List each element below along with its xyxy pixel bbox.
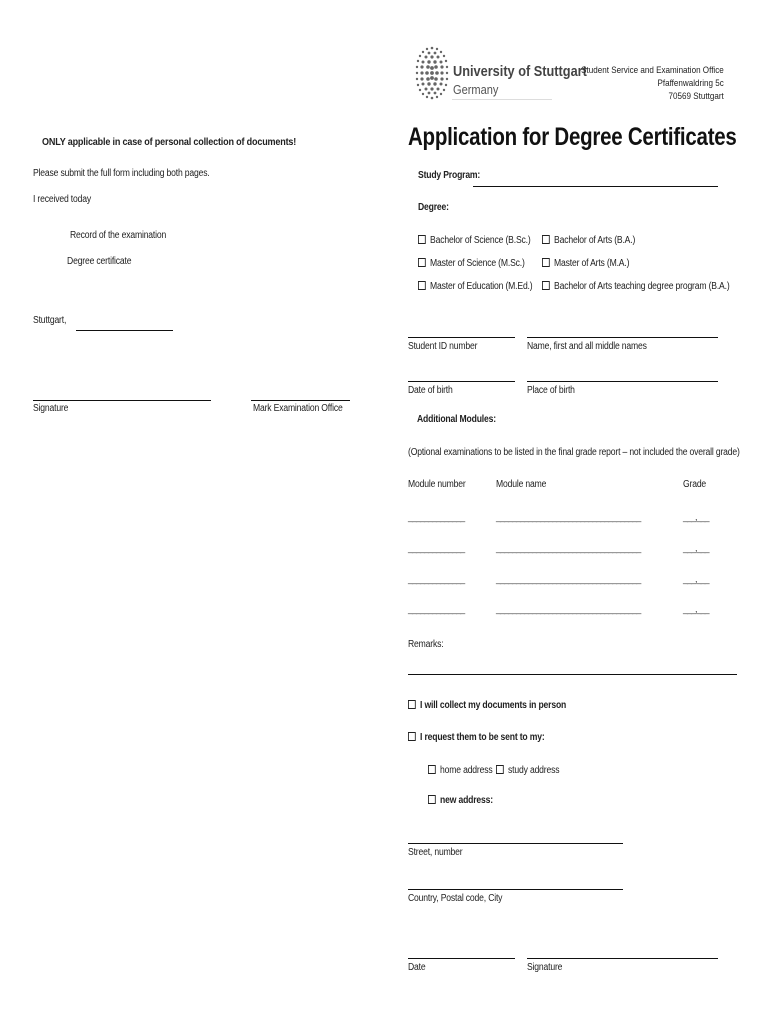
degree-option-med[interactable] <box>418 281 532 292</box>
country-postal-city-label: Country, Postal code, City <box>408 893 503 904</box>
degree-option-label: Bachelor of Science (B.Sc.) <box>430 235 531 246</box>
optional-examinations-note: (Optional examinations to be listed in the final grade report – not included the overall grade) <box>408 447 740 458</box>
grade-field[interactable]: ___,___ <box>683 543 709 553</box>
checkbox-home-address[interactable] <box>428 765 436 774</box>
date-field[interactable] <box>408 958 515 959</box>
received-today-label: I received today <box>33 194 91 205</box>
form-title: Application for Degree Certificates <box>408 123 737 151</box>
additional-modules-label: Additional Modules: <box>417 414 496 425</box>
col-module-number: Module number <box>408 479 466 490</box>
signature-field[interactable] <box>527 958 718 959</box>
date-label: Date <box>408 962 426 973</box>
checkbox-bsc[interactable] <box>418 235 426 244</box>
name-label: Name, first and all middle names <box>527 341 647 352</box>
degree-option-label: Bachelor of Arts teaching degree program (B.A.) <box>554 281 730 292</box>
record-of-examination-label: Record of the examination <box>70 230 167 241</box>
university-logo-emblem-icon <box>414 44 450 102</box>
study-program-field[interactable] <box>473 186 718 187</box>
checkbox-ba[interactable] <box>542 235 550 244</box>
degree-option-label: Master of Arts (M.A.) <box>554 258 630 269</box>
submit-instruction: Please submit the full form including both pages. <box>33 168 210 179</box>
module-name-field[interactable]: ____________________________________ <box>496 574 641 584</box>
col-module-name: Module name <box>496 479 547 490</box>
office-line-3: 70569 Stuttgart <box>668 91 724 102</box>
dob-field[interactable] <box>408 381 515 382</box>
degree-option-ma[interactable] <box>542 258 629 269</box>
country-postal-city-field[interactable] <box>408 889 623 890</box>
module-name-field[interactable]: ____________________________________ <box>496 543 641 553</box>
checkbox-send[interactable] <box>408 732 416 741</box>
checkbox-study-address[interactable] <box>496 765 504 774</box>
module-number-field[interactable]: ______________ <box>408 574 465 584</box>
mark-line <box>251 400 350 401</box>
personal-collection-note: ONLY applicable in case of personal collection of documents! <box>42 136 297 148</box>
logo-country: Germany <box>453 82 499 97</box>
new-address-label: new address: <box>440 795 493 806</box>
module-name-field[interactable]: ____________________________________ <box>496 512 641 522</box>
date-line <box>76 330 173 331</box>
remarks-field[interactable] <box>408 674 737 675</box>
checkbox-ma[interactable] <box>542 258 550 267</box>
degree-option-label: Bachelor of Arts (B.A.) <box>554 235 636 246</box>
degree-certificate-item <box>55 256 131 267</box>
degree-option-msc[interactable] <box>418 258 525 269</box>
street-field[interactable] <box>408 843 623 844</box>
home-address-option[interactable] <box>428 765 492 776</box>
module-number-field[interactable]: ______________ <box>408 512 465 522</box>
degree-option-ba[interactable] <box>542 235 635 246</box>
study-program-label: Study Program: <box>418 170 481 181</box>
signature-line <box>33 400 211 401</box>
form-signature-label: Signature <box>527 962 563 973</box>
office-line-2: Pfaffenwaldring 5c <box>657 78 724 89</box>
checkbox-msc[interactable] <box>418 258 426 267</box>
collect-in-person-option[interactable] <box>408 700 566 711</box>
office-line-1: Student Service and Examination Office <box>581 65 724 76</box>
checkbox-med[interactable] <box>418 281 426 290</box>
module-name-field[interactable]: ____________________________________ <box>496 604 641 614</box>
checkbox-ba-teaching[interactable] <box>542 281 550 290</box>
module-number-field[interactable]: ______________ <box>408 543 465 553</box>
place-stuttgart-label: Stuttgart, <box>33 315 67 326</box>
degree-label: Degree: <box>418 202 449 213</box>
checkbox-new-address[interactable] <box>428 795 436 804</box>
home-address-label: home address <box>440 765 493 776</box>
grade-field[interactable]: ___,___ <box>683 512 709 522</box>
name-field[interactable] <box>527 337 718 338</box>
send-documents-label: I request them to be sent to my: <box>420 732 545 743</box>
checkbox-collect[interactable] <box>408 700 416 709</box>
student-id-label: Student ID number <box>408 341 478 352</box>
degree-option-label: Master of Education (M.Ed.) <box>430 281 533 292</box>
grade-field[interactable]: ___,___ <box>683 604 709 614</box>
degree-option-ba-teaching[interactable] <box>542 281 730 292</box>
collect-in-person-label: I will collect my documents in person <box>420 700 567 711</box>
grade-field[interactable]: ___,___ <box>683 574 709 584</box>
study-address-option[interactable] <box>496 765 559 776</box>
pob-field[interactable] <box>527 381 718 382</box>
send-documents-option[interactable] <box>408 732 545 743</box>
degree-option-bsc[interactable] <box>418 235 531 246</box>
logo-underline <box>452 99 552 100</box>
office-address <box>581 64 724 103</box>
street-label: Street, number <box>408 847 463 858</box>
new-address-option[interactable] <box>428 795 493 806</box>
study-address-label: study address <box>508 765 560 776</box>
module-number-field[interactable]: ______________ <box>408 604 465 614</box>
remarks-label: Remarks: <box>408 639 444 650</box>
logo-university-name: University of Stuttgart <box>453 63 587 80</box>
mark-examination-office-label: Mark Examination Office <box>253 403 343 414</box>
col-grade: Grade <box>683 479 707 490</box>
pob-label: Place of birth <box>527 385 575 396</box>
dob-label: Date of birth <box>408 385 453 396</box>
left-signature-label: Signature <box>33 403 69 414</box>
student-id-field[interactable] <box>408 337 515 338</box>
degree-option-label: Master of Science (M.Sc.) <box>430 258 525 269</box>
degree-certificate-label: Degree certificate <box>67 256 132 267</box>
